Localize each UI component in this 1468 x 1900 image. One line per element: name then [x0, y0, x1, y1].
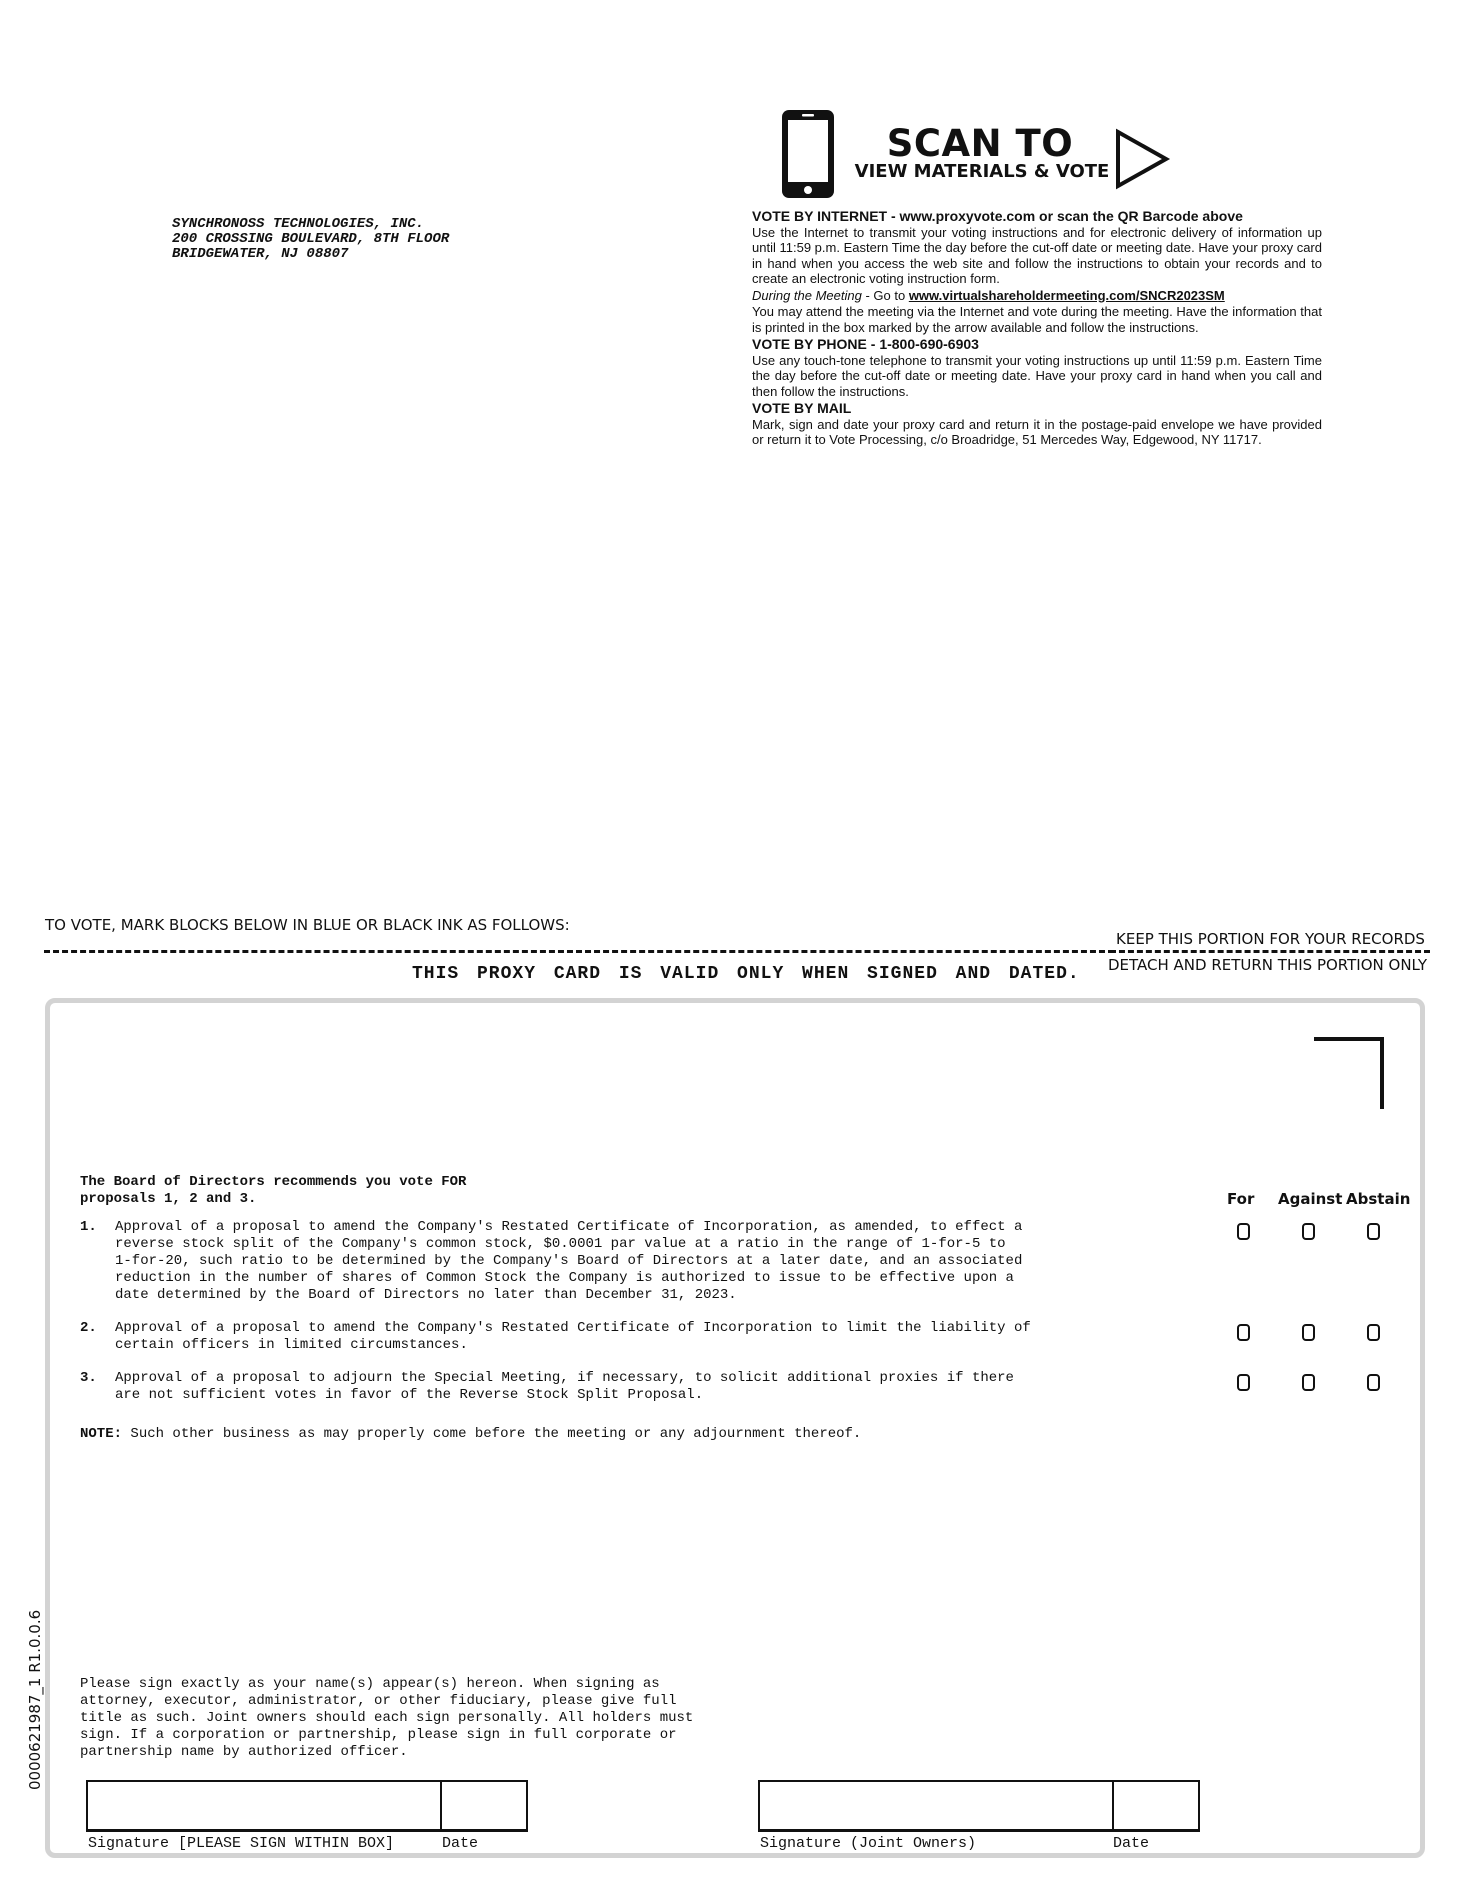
meeting-body: You may attend the meeting via the Internet and vote during the meeting. Have the information that is printed in the box marked by the arrow available and follow the instructions.: [752, 304, 1322, 335]
phone-body: Use any touch-tone telephone to transmit your voting instructions up until 11:59 p.m. Eastern Time the day before the cut-off date or meeting date. Have your proxy card in hand when you call and then follow the instructions.: [752, 352, 1322, 399]
signature-box[interactable]: [86, 1780, 442, 1832]
proposal-line: date determined by the Board of Directors no later than December 31, 2023.: [115, 1287, 737, 1303]
proposal-3-abstain-checkbox[interactable]: [1367, 1374, 1380, 1391]
phone-heading: VOTE BY PHONE - 1-800-690-6903: [752, 336, 979, 352]
sign-instructions: [80, 1676, 740, 1761]
meeting-prefix: During the Meeting: [752, 287, 862, 303]
proposal-line: Approval of a proposal to amend the Company's Restated Certificate of Incorporation to limit the liability of: [115, 1320, 1031, 1336]
smartphone-icon: [780, 108, 836, 200]
internet-heading: VOTE BY INTERNET - www.proxyvote.com or scan the QR Barcode above: [752, 208, 1243, 224]
proposal-line: certain officers in limited circumstances.: [115, 1337, 468, 1353]
sign-line: partnership name by authorized officer.: [80, 1744, 408, 1760]
proposal-line: reverse stock split of the Company's common stock, $0.0001 par value at a ratio in the range of 1-for-5 to: [115, 1236, 1006, 1252]
proposal-1-abstain-checkbox[interactable]: [1367, 1223, 1380, 1240]
detach-line: [44, 950, 1114, 953]
scan-subtitle: VIEW MATERIALS & VOTE: [854, 161, 1110, 182]
joint-signature-box[interactable]: [758, 1780, 1114, 1832]
address-line-2: 200 CROSSING BOULEVARD, 8TH FLOOR: [172, 231, 450, 247]
proposal-line: Approval of a proposal to adjourn the Special Meeting, if necessary, to solicit additional proxies if there: [115, 1370, 1014, 1386]
column-abstain: Abstain: [1346, 1190, 1411, 1208]
proposal-2: [80, 1320, 1070, 1354]
note-text: Such other business as may properly come before the meeting or any adjournment thereof.: [122, 1426, 862, 1442]
meeting-link[interactable]: www.virtualshareholdermeeting.com/SNCR2023SM: [908, 287, 1225, 303]
meeting-goto: - Go to: [861, 287, 909, 303]
signature-label: Signature [PLEASE SIGN WITHIN BOX]: [88, 1835, 395, 1852]
proposal-1-for-checkbox[interactable]: [1237, 1223, 1250, 1240]
proposal-3: [80, 1370, 1070, 1404]
sign-line: sign. If a corporation or partnership, please sign in full corporate or: [80, 1727, 677, 1743]
sign-line: attorney, executor, administrator, or other fiduciary, please give full: [80, 1693, 677, 1709]
board-line-2: proposals 1, 2 and 3.: [80, 1191, 257, 1207]
proposal-2-against-checkbox[interactable]: [1302, 1324, 1315, 1341]
proposal-line: 1-for-20, such ratio to be determined by the Company's Board of Directors at a later date, and an associated: [115, 1253, 1023, 1269]
mark-blocks-instruction: TO VOTE, MARK BLOCKS BELOW IN BLUE OR BLACK INK AS FOLLOWS:: [45, 916, 570, 934]
keep-portion-line: [1110, 950, 1430, 953]
proposal-line: are not sufficient votes in favor of the Reverse Stock Split Proposal.: [115, 1387, 704, 1403]
joint-date-box[interactable]: [1112, 1780, 1200, 1832]
address-line-1: SYNCHRONOSS TECHNOLOGIES, INC.: [172, 216, 425, 232]
scan-title: SCAN TO: [886, 122, 1074, 165]
column-against: Against: [1278, 1190, 1343, 1208]
voting-instructions: [752, 207, 1322, 449]
mail-body: Mark, sign and date your proxy card and return it in the postage-paid envelope we have provided or return it to Vote Processing, c/o Broadridge, 51 Mercedes Way, Edgewood, NY 11717.: [752, 416, 1322, 447]
play-arrow-icon: [1114, 128, 1172, 190]
proposal-1-against-checkbox[interactable]: [1302, 1223, 1315, 1240]
joint-date-label: Date: [1113, 1835, 1150, 1852]
date-box[interactable]: [440, 1780, 528, 1832]
company-address: [172, 217, 449, 262]
valid-notice: THIS PROXY CARD IS VALID ONLY WHEN SIGNED AND DATED.: [412, 964, 1080, 984]
joint-signature-label: Signature (Joint Owners): [760, 1835, 977, 1852]
column-for: For: [1227, 1190, 1255, 1208]
corner-mark: [1314, 1037, 1384, 1109]
address-line-3: BRIDGEWATER, NJ 08807: [172, 246, 349, 262]
sign-line: title as such. Joint owners should each sign personally. All holders must: [80, 1710, 694, 1726]
date-label: Date: [442, 1835, 479, 1852]
proposal-2-for-checkbox[interactable]: [1237, 1324, 1250, 1341]
board-line-1: The Board of Directors recommends you vote FOR: [80, 1174, 467, 1190]
proposal-line: Approval of a proposal to amend the Company's Restated Certificate of Incorporation, as amended, to effect a: [115, 1219, 1023, 1235]
mail-heading: VOTE BY MAIL: [752, 400, 852, 416]
proposal-number: 1.: [80, 1219, 97, 1235]
proposal-line: reduction in the number of shares of Common Stock the Company is authorized to issue to be effective upon a: [115, 1270, 1014, 1286]
detach-portion-label: DETACH AND RETURN THIS PORTION ONLY: [1108, 956, 1428, 974]
board-recommendation: [80, 1174, 466, 1208]
note-label: NOTE:: [80, 1426, 123, 1442]
keep-portion-label: KEEP THIS PORTION FOR YOUR RECORDS: [1116, 930, 1425, 948]
proposal-number: 2.: [80, 1320, 97, 1336]
proposal-3-for-checkbox[interactable]: [1237, 1374, 1250, 1391]
meeting-line: [752, 288, 1322, 304]
proposal-2-abstain-checkbox[interactable]: [1367, 1324, 1380, 1341]
internet-body: Use the Internet to transmit your voting instructions and for electronic delivery of information up until 11:59 p.m. Eastern Time the day before the cut-off date or meeting date. Have your proxy card in hand when you access the web site and follow the instructions to obtain your records and to create an electronic voting instruction form.: [752, 224, 1322, 286]
proposal-1: [80, 1219, 1070, 1304]
proposal-3-against-checkbox[interactable]: [1302, 1374, 1315, 1391]
sign-line: Please sign exactly as your name(s) appear(s) hereon. When signing as: [80, 1676, 660, 1692]
note: [80, 1426, 861, 1442]
side-control-code: 0000621987_1 R1.0.0.6: [26, 1609, 44, 1790]
proposal-number: 3.: [80, 1370, 97, 1386]
